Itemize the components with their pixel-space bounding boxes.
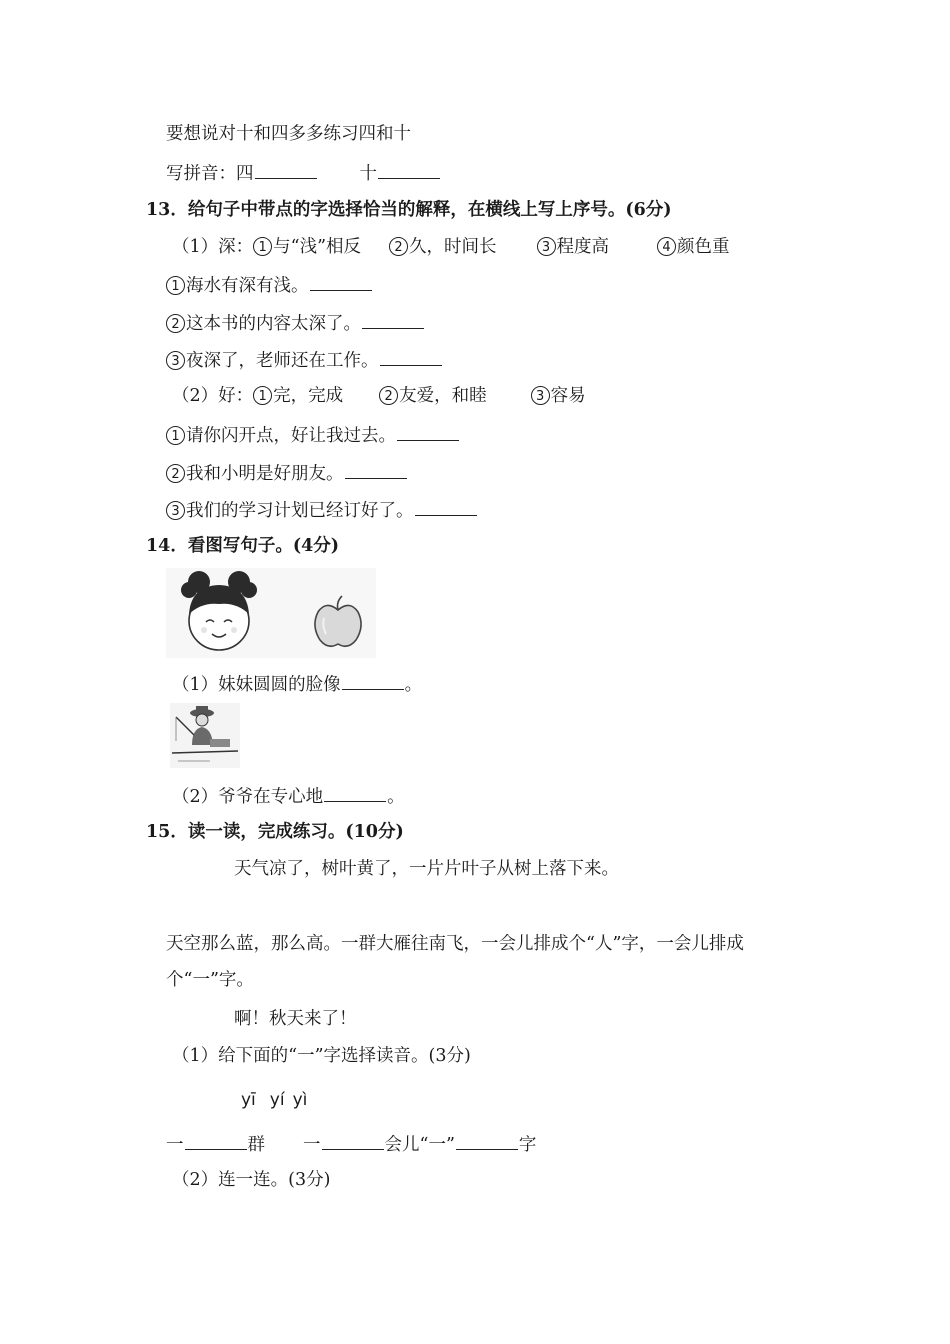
answer-blank[interactable] [378,160,440,179]
q13-sentence [166,460,408,486]
char-text: 群 [247,1135,265,1155]
q13-sentence [166,497,478,523]
sentence-text: 夜深了，老师还在工作。 [186,351,379,371]
question-13-title: 13．给句子中带点的字选择恰当的解释，在横线上写上序号。(6分) [146,200,672,220]
circled-number: 3 [166,351,185,370]
sentence-text: 请你闪开点，好让我过去。 [186,426,396,446]
circled-number: 3 [531,386,550,405]
q15-sub-question-2: （2）连一连。(3分) [172,1170,331,1190]
char-text: 会儿“一” [384,1135,455,1155]
answer-blank[interactable] [310,272,372,291]
option-text: 友爱，和睦 [399,386,487,406]
passage-paragraph-1: 天气凉了，树叶黄了，一片片叶子从树上落下来。 [234,859,619,879]
pinyin-item: 十 [359,164,377,184]
q13-sentence [166,272,373,298]
circled-number: 1 [166,426,185,445]
sentence-end: 。 [387,787,405,807]
q13-sentence [166,310,425,336]
passage-paragraph-2-line-1: 天空那么蓝，那么高。一群大雁往南飞，一会儿排成个“人”字，一会儿排成 [166,934,744,954]
sentence-text: 这本书的内容太深了。 [186,314,361,334]
sentence-text: 我们的学习计划已经订好了。 [186,501,414,521]
q13-part2-options [172,384,586,408]
q14-sentence-1 [172,671,422,697]
char-yi: 一 [166,1135,184,1155]
passage-paragraph-3: 啊！秋天来了！ [234,1009,357,1029]
option-text: 容易 [550,386,586,406]
q15-sub-question-1: （1）给下面的“一”字选择读音。(3分) [172,1046,471,1066]
option-text: 完，完成 [273,386,344,406]
circled-number: 2 [389,237,408,256]
pinyin-item: 四 [236,164,254,184]
sentence-text: 海水有深有浅。 [186,276,309,296]
grandpa-fishing-illustration [170,703,240,768]
answer-blank[interactable] [324,783,386,802]
option-text: 与“浅”相反 [273,237,362,257]
pinyin-option: yī [241,1090,256,1110]
answer-blank[interactable] [345,460,407,479]
answer-blank[interactable] [415,497,477,516]
answer-blank[interactable] [362,310,424,329]
answer-blank[interactable] [397,422,459,441]
answer-blank[interactable] [456,1131,518,1150]
circled-number: 4 [657,237,676,256]
sentence-text: （2）爷爷在专心地 [172,787,324,807]
question-15-title: 15．读一读，完成练习。(10分) [146,822,404,842]
circled-number: 1 [253,386,272,405]
pinyin-prefix: 写拼音： [166,164,236,184]
girl-and-apple-picture [166,568,376,658]
char-text: 字 [518,1135,537,1155]
option-text: 程度高 [556,237,610,257]
circled-number: 1 [253,237,272,256]
option-text: 颜色重 [677,237,730,257]
sentence-text: 我和小明是好朋友。 [186,464,344,484]
circled-number: 3 [166,501,185,520]
q13-sentence [166,347,443,373]
option-text: 久，时间长 [409,237,497,257]
answer-blank[interactable] [255,160,317,179]
answer-blank[interactable] [322,1131,384,1150]
question-14-title: 14．看图写句子。(4分) [146,536,340,556]
passage-paragraph-2-line-2: 个“一”字。 [166,970,254,990]
circled-number: 2 [379,386,398,405]
circled-number: 2 [166,464,185,483]
pinyin-option: yì [292,1090,308,1110]
q13-sentence [166,422,460,448]
grandpa-fishing-picture [170,703,240,768]
girl-and-apple-illustration [166,568,376,658]
sentence-text: （1）妹妹圆圆的脸像 [172,675,341,695]
pinyin-task-line [166,160,441,186]
circled-number: 2 [166,314,185,333]
answer-blank[interactable] [380,347,442,366]
circled-number: 1 [166,276,185,295]
char-yi: 一 [303,1135,321,1155]
pinyin-option: yí [269,1090,285,1110]
rhyme-line: 要想说对十和四多多练习四和十 [166,124,411,144]
q14-sentence-2 [172,783,405,809]
circled-number: 3 [537,237,556,256]
sentence-end: 。 [404,675,423,695]
pinyin-options [241,1088,307,1112]
part-label: （1）深： [172,237,254,257]
q13-part1-options [172,235,730,259]
part-label: （2）好： [172,386,254,406]
pinyin-blank-row [166,1131,536,1157]
answer-blank[interactable] [342,671,404,690]
answer-blank[interactable] [185,1131,247,1150]
